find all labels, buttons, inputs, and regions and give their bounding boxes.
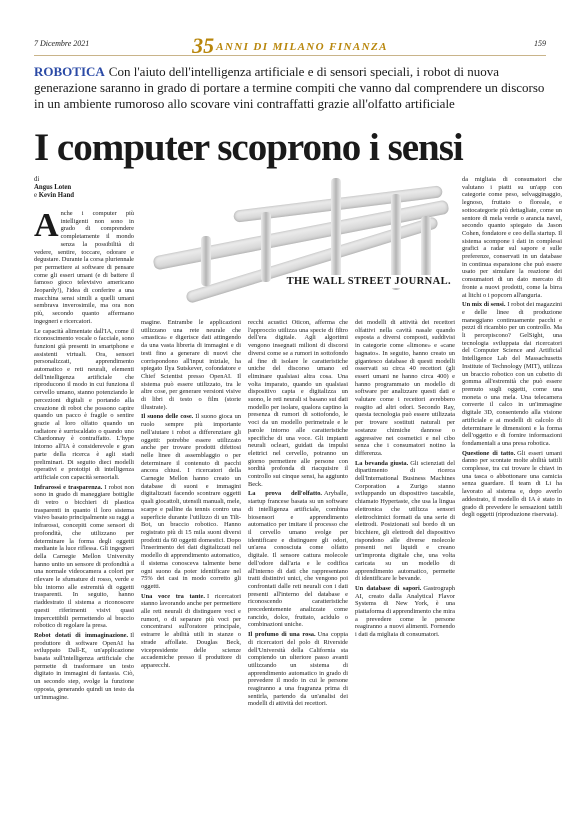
anniversary-number: 35 [192,33,215,58]
paragraph: magine. Entrambe le applicazioni utilizzano una rete neurale che «mastica» e digerisce dati attingendo da una vasta libreria di immagini e di testi fino a generare di nuovi che corrispondono all'input iniziale, ha spiegato Ilya Sutskever, cofondatore e Chief Scientist presso OpenAI. Il sistema può essere utilizzato, tra le altre cose, per generare versioni visive di libri di testo o film (storie illustrate). [141,319,241,411]
paragraph: da migliaia di consumatori che valutano i piatti su un'app con categorie come peso, selvagginaggio, legnoso, fruttato o floreale, e sottocategorie più dettagliate, come un sentore di mela verde o arancia navel, secondo quanto spiegato da Jason Cohen, fondatore e ceo della startup. Il sistema scompone i dati in complessi grafici a radar sul sapore e sulle preferenze, conservati in un database in continua espansione che può essere usato per simulare la reazione dei consumatori di un dato mercato di fronte a nuovi prodotti, come la birra ai litchi o i popcorn all'anguria. [462,176,562,299]
paragraph: Le capacità alimentate dall'IA, come il riconoscimento vocale o facciale, sono funzioni già presenti in smartphone e assistenti virtuali. Ora, sensori personalizzati, apprendimento automatico e reti neurali, elementi dell'intelligenza artificiale che riproducono il modo in cui funziona il cervello umano, stanno potenziando le percezioni digitali e portando alla creazione di robot che possono capire quando un pacco è fragile o sentire grazie al loro olfatto quando un radiatore è surriscaldato o quando uno Chardonnay è contraffatto. L'hype intorno all'IA è considerevole e gran parte della ricerca è agli stadi preliminari. Di seguito dieci modelli operativi e prototipi di intelligenza artificiale con capacità sensoriali. [34,327,134,481]
paragraph: nche i computer più intelligenti non sono in grado di comprendere completamente il mondo senza la possibilità di vedere, sentire, toccare, odorare e degustare. Durante la corsa pluriennale per permettere ai software di pensare come gli esseri umani (e di battere il famoso gioco televisivo americano Jeopardy!), l'idea di conferire a una macchina sensi simili a quelli umani sembrava inverosimile, ma ora non più, secondo quanto affermano ingegneri e ricercatori. [34,210,134,325]
headline: I computer scoprono i sensi [34,126,463,169]
article-column-5 [462,176,562,788]
paragraph: Gastrograph AI, creato dalla Analytical Flavor Systems di New York, è una piattaforma di apprendimento che mira a prevedere come le persone reagiranno a nuovi alimenti. Fornendo i dati da migliaia di consumatori. [355,584,455,639]
paragraph: Una coppia di ricercatori del polo di Riverside dell'Università della California sta compiendo un ulteriore passo avanti utilizzando un sistema di apprendimento automatico in grado di prevedere il modo in cui le persone reagiranno a una fragranza prima di sentirla, partendo da un'analisi dei modelli di attività dei recettori. [248,631,348,708]
subhead: La bevanda giusta. [355,459,409,467]
paragraph: I robot non sono in grado di maneggiare bottiglie di vetro o bicchieri di plastica trasparenti in quanto il loro sistema visivo basato principalmente su raggi a infrarossi, concepiti come sensori di profondità, che utilizzano per determinare la forma degli oggetti mediante la luce riflessa. Gli ingegneri della Carnegie Mellon University hanno unito un sensore di profondità a una normale videocamera a colori per rilevare le sfumature di rosso, verde e blu intorno alle estremità di oggetti trasparenti. In seguito, hanno riaddestrato il sistema a riconoscere questi riferimenti visivi quasi impercettibili permettendo al braccio robotico di regolare la presa. [34,483,134,630]
subhead: Un database di sapori. [355,584,422,592]
section-label: ROBOTICA [34,64,105,79]
paragraph: I robot dei magazzini e delle linee di produzione maneggiano continuamente pacchi e pezzi di ricambio per un controllo. Ma li percepiscono? GelSight, una tecnologia sviluppata dai ricercatori del Computer Science and Artificial Intelligence Lab del Massachusetts Institute of Technology (MIT), utilizza un braccio robotico con un cubetto di gomma all'estremità che può essere premuto sugli oggetti, come una moneta o una mela. Una telecamera converte il calco in un'immagine digitale 3D, consentendo alla visione artificiale e ai modelli di calcolo di determinare le dimensioni e la forma dell'oggetto e di fornire informazioni fondamentali a una presa robotica. [462,301,562,447]
paragraph: recchi acustici Oticon, afferma che l'approccio utilizza una specie di filtro dell'era digitale. Agli algoritmi vengono insegnati milioni di discorsi diversi come se a rumori in sottofondo al fine di isolare le caratteristiche uniche del discorso umano ed eliminare qualsiasi altra cosa. Una volta imparato, quando un qualsiasi dispositivo capta e digitalizza un suono, le reti neurali si basano sui dati modello per isolare, qualora captino la presenza di rumori di sottofondo, le voci da un modello perimetrale e le parole intorno alle caratteristiche specifiche di una voce. Gli impianti neurali ocleari, guidati da impulsi elettrici nel cervello, potranno un giorno permettere alle persone con sordità profonda di riacquisire il controllo sui cinque sensi, ha aggiunto Beck. [248,319,348,488]
paragraph: Gli esseri umani danno per scontate molte abilità tattili complesse, tra cui trovare le chiavi in una tasca o abbottonare una camicia senza guardare. Il team di Li ha lavorato al sistema e, dopo averlo addestrato, il modello di IA è stato in grado di prevedere le sensazioni tattili degli oggetti (riproduzione riservata). [462,449,562,519]
tape-peak [331,178,341,286]
article-column-3 [248,319,348,788]
issue-date: 7 Dicembre 2021 [34,39,90,48]
article-column-1 [34,176,134,788]
tape-peak [201,236,211,286]
paragraph: Gli scienziati del dipartimento di ricerca dell'International Business Machines Corporation a Zurigo stanno sviluppando un dispositivo tascabile, chiamato Hypertaste, che usa la lingua elettronica che utilizza sensori elettrochimici formati da una serie di elettrodi. Posizionati sul bordo di un bicchiere, gli elettrodi del dispositivo rispondono alle diverse molecole presenti nei liquidi e creano un'impronta digitale che, una volta caricata su un modello di apprendimento automatico, permette di identificare le bevande. [355,459,455,583]
subhead: Un mix di sensi. [462,301,506,309]
author-1: Angus Loten [34,184,72,191]
subhead: Il suono delle cose. [141,413,194,421]
article-illustration [141,172,455,312]
article-column-2 [141,319,241,788]
article-column-4 [355,319,455,788]
subhead: Robot dotati di immaginazione. [34,631,129,639]
paragraph: dei modelli di attività dei recettori olfattivi nella cavità nasale quando esposta a diversi composti, suddivisi in categorie come «limone» e «cane bagnato». In seguito, hanno creato un gigantesco database di questi modelli osservati su circa 40 recettori (gli esseri umani ne hanno circa 400) e hanno programmato un modello di software per analizzare questi dati e valutare come i recettori avrebbero reagito ad altri odori. Secondo Ray, questa tecnologia può essere utilizzata per trovare sostituti naturali per sostanze chimiche dannose o aggressive nei cosmetici e nel cibo senza che i consumatori notino la differenza. [355,319,455,457]
paragraph: Il produttore di software OpenAI ha sviluppato Dall-E, un'applicazione basata sull'intelligenza artificiale che permette di trasformare un testo digitato in immagini di fantasia. Ciò, un secondo step, svolge la funzione opposta, generando quindi un testo da un'immagine. [34,631,134,701]
subhead: Il profumo di una rosa. [248,631,316,639]
subhead: Infrarossi e trasparenza. [34,483,103,491]
anniversary-banner [34,33,546,59]
paragraph: I ricercatori stanno lavorando anche per permettere alle reti neurali di distinguere voci e rumori, o di separare più voci per concentrarsi sull'oratore principale, estrarre le abilità utili in stanze o strade affollate. Douglas Beck, vicepresidente delle scienze accademiche presso il produttore di apparecchi. [141,592,241,669]
paragraph: Il suono gioca un ruolo sempre più importante nell'aiutare i robot a differenziare gli oggetti: potrebbe essere utilizzato anche per trovare prodotti difettosi nelle linee di assemblaggio o per determinare il contenuto di pacchi ancora chiusi. I ricercatori della Carnegie Mellon hanno creato un database di suoni e immagini digitalizzati facendo scontrare oggetti quali giocattoli, utensili manuali, mele, scarpe e palline da tennis contro una superficie durante l'utilizzo di un Tilt-Bot, un braccio robotico. Hanno registrato più di 15 mila suoni diversi prodotti da 60 oggetti domestici. Dopo l'inserimento dei dati digitalizzati nel modello di apprendimento automatico, il sistema conosceva talmente bene ogni suono da poter identificare nel 75% dei casi in modo corretto gli oggetti. [141,413,241,590]
subhead: Una voce tra tante. [141,592,205,600]
subhead: Questione di tatto. [462,449,516,457]
author-2: Kevin Hand [38,192,75,199]
anniversary-text: ANNI DI MILANO FINANZA [216,41,388,53]
tape-peak [261,212,271,282]
kicker-text: Con l'aiuto dell'intelligenza artificiale e di sensori speciali, i robot di nuova generazione saranno in grado di portare a termine compiti che vanno dal comprendere un discorso in un ambiente rumoroso allo scovare vini contraffatti grazie all'olfatto artificiale [34,64,545,111]
subhead: La prova dell'olfatto. [248,490,323,498]
byline-prefix: di [34,176,40,183]
byline [34,176,134,200]
wsj-logo: THE WALL STREET JOURNAL. [286,276,451,287]
paragraph: Aryballe, startup francese basata su un software di intelligenza artificiale, combina biosensori e apprendimento automatico per imitare il processo che il cervello umano svolge per identificare e distinguere gli odori, un'area conosciuta come olfatto digitale. Il sensore cattura molecole dell'odore dall'aria e le codifica all'interno di dati che rappresentano tratti distintivi unici, che vengono poi confrontati dalle reti neurali con i dati presenti all'interno del database e riconoscendo caratteristiche precedentemente analizzate come rancido, dolce, fruttato, acidulo o combinazioni uniche. [248,490,348,629]
drop-cap: A [34,207,59,244]
page-number: 159 [534,39,546,48]
kicker [34,64,546,112]
page-header [34,33,546,56]
byline-connector: e [34,192,38,199]
